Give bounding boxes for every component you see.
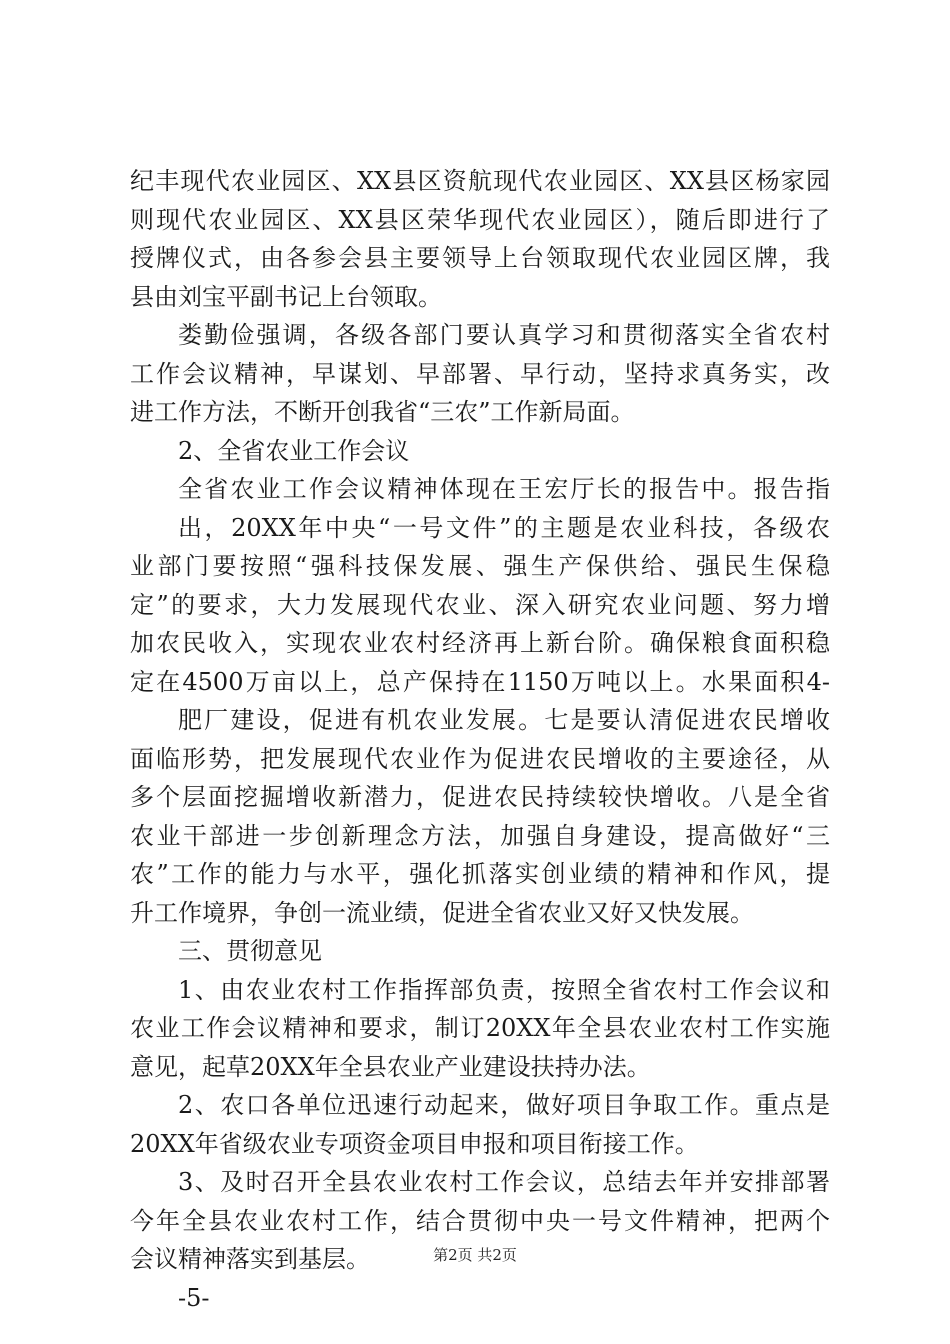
- text-line: 2、农口各单位迅速行动起来，做好项目争取工作。重点是: [178, 1091, 830, 1119]
- section-heading: 三、贯彻意见: [178, 937, 322, 965]
- section-heading: 2、全省农业工作会议: [178, 436, 410, 465]
- text-line: 意见，起草20XX年全县农业产业建设扶持办法。: [130, 1052, 651, 1081]
- text-line: 加农民收入，实现农业农村经济再上新台阶。确保粮食面积稳: [130, 629, 830, 657]
- text-line: 定在4500万亩以上，总产保持在1150万吨以上。水果面积4-: [130, 667, 830, 696]
- text-line: 授牌仪式，由各参会县主要领导上台领取现代农业园区牌，我: [130, 244, 830, 272]
- page-footer: 第2页 共2页: [433, 1246, 517, 1264]
- text-line: 今年全县农业农村工作，结合贯彻中央一号文件精神，把两个: [130, 1206, 830, 1235]
- text-line: 业部门要按照“强科技保发展、强生产保供给、强民生保稳: [130, 552, 830, 580]
- text-line: 1、由农业农村工作指挥部负责，按照全省农村工作会议和: [178, 975, 830, 1004]
- text-line: 纪丰现代农业园区、XX县区资航现代农业园区、XX县区杨家园: [130, 167, 830, 195]
- text-line: 定”的要求，大力发展现代农业、深入研究农业问题、努力增: [130, 590, 830, 619]
- text-line: 面临形势，把发展现代农业作为促进农民增收的主要途径，从: [130, 744, 830, 773]
- text-line: 农业工作会议精神和要求，制订20XX年全县农业农村工作实施: [130, 1014, 830, 1042]
- text-line: 农业干部进一步创新理念方法，加强自身建设，提高做好“三: [130, 821, 830, 850]
- page-number-marker: -5-: [178, 1283, 210, 1312]
- text-line: 工作会议精神，早谋划、早部署、早行动，坚持求真务实，改: [130, 359, 830, 388]
- text-line: 3、及时召开全县农业农村工作会议，总结去年并安排部署: [178, 1168, 830, 1196]
- document-body: [130, 162, 830, 1317]
- text-line: 农”工作的能力与水平，强化抓落实创业绩的精神和作风，提: [130, 860, 830, 888]
- text-line: 全省农业工作会议精神体现在王宏厅长的报告中。报告指: [178, 475, 830, 503]
- text-line: 肥厂建设，促进有机农业发展。七是要认清促进农民增收: [178, 706, 830, 734]
- text-line: 会议精神落实到基层。: [130, 1245, 370, 1273]
- text-line: 娄勤俭强调，各级各部门要认真学习和贯彻落实全省农村: [178, 321, 830, 349]
- text-line: 升工作境界，争创一流业绩，促进全省农业又好又快发展。: [130, 898, 754, 927]
- text-line: 20XX年省级农业专项资金项目申报和项目衔接工作。: [130, 1129, 699, 1158]
- text-line: 进工作方法，不断开创我省“三农”工作新局面。: [130, 398, 635, 426]
- text-line: 多个层面挖掘增收新潜力，促进农民持续较快增收。八是全省: [130, 783, 830, 811]
- text-line: 则现代农业园区、XX县区荣华现代农业园区），随后即进行了: [130, 205, 830, 234]
- text-line: 县由刘宝平副书记上台领取。: [130, 282, 442, 311]
- text-line: 出，20XX年中央“一号文件”的主题是农业科技，各级农: [178, 513, 830, 542]
